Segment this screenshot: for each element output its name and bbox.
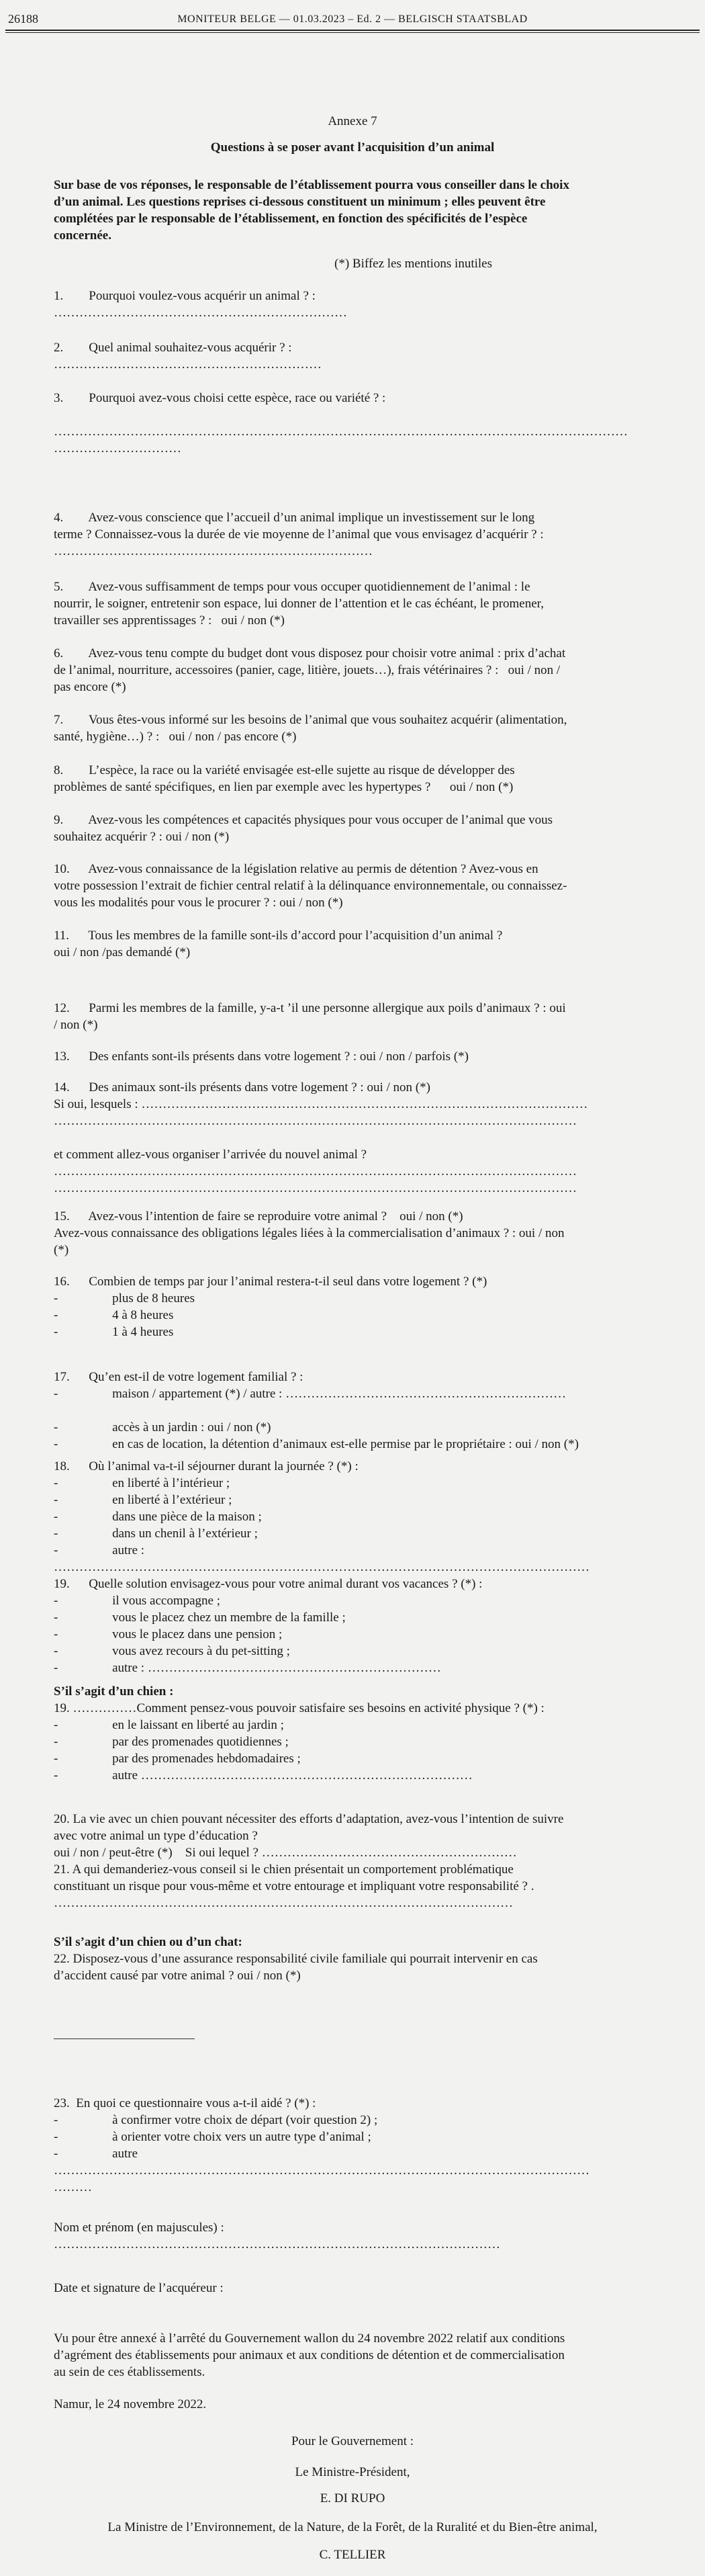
question-17: 17. Qu’en est-il de votre logement familial ? : - maison / appartement (*) / autre : ………………………………………………………… - accès à un jardin : oui / non (*) - en cas de location, la détention d’animaux est-elle permise par le propriétaire : oui / non (*) — [54, 1370, 579, 1451]
question-18: 18. Où l’animal va-t-il séjourner durant la journée ? (*) : - en liberté à l’intérieur ; - en liberté à l’extérieur ; - dans une pièce de la maison ; - dans un chenil à l’extérieur ; - autre : ……………………………………………………………………………………………………………… — [54, 1459, 590, 1574]
question-11: 11. Tous les membres de la famille sont-ils d’accord pour l’acquisition d’un animal ? oui / non /pas demandé (*) — [54, 929, 503, 959]
questions-20-21: 20. La vie avec un chien pouvant nécessiter des efforts d’adaptation, avez-vous l’intention de suivre avec votre animal un type d’éducation ? oui / non / peut-être (*) Si oui lequel ? …………………………………………………… 21. A qui demanderiez-vous conseil si le chien présentait un comportement problématique constituant un risque pour vous-même et votre entourage et impliquant votre responsabilité ? . ……………………………………………………………………………………………… — [54, 1812, 564, 1910]
dog-cat-section-body: 22. Disposez-vous d’une assurance responsabilité civile familiale qui pourrait intervenir en cas d’accident causé par votre animal ? oui / non (*) — [54, 1952, 538, 1983]
minister-president-name: E. DI RUPO — [320, 2491, 385, 2505]
dog-section-heading: S’il s’agit d’un chien : — [54, 1684, 174, 1699]
question-9: 9. Avez-vous les compétences et capacités physiques pour vous occuper de l’animal que vous souhaitez acquérir ? : oui / non (*) — [54, 813, 553, 844]
strike-note: (*) Biffez les mentions inutiles — [334, 257, 492, 271]
minister-name: C. TELLIER — [319, 2548, 386, 2562]
question-8: 8. L’espèce, la race ou la variété envisagée est-elle sujette au risque de développer des problèmes de santé spécifiques, en lien par exemple avec les hypertypes ? oui / non (*) — [54, 763, 515, 794]
header-rule — [5, 32, 700, 33]
question-16: 16. Combien de temps par jour l’animal restera-t-il seul dans votre logement ? (*) - plus de 8 heures - 4 à 8 heures - 1 à 4 heures — [54, 1275, 487, 1339]
question-23: 23. En quoi ce questionnaire vous a-t-il aidé ? (*) : - à confirmer votre choix de départ (voir question 2) ; - à orienter votre choix vers un autre type d’animal ; - autre ……………………………………………………………………………………………………………… ……… — [54, 2096, 590, 2194]
date-signature-field: Date et signature de l’acquéreur : — [54, 2281, 224, 2295]
question-3: 3. Pourquoi avez-vous choisi cette espèce, race ou variété ? : ……………………………………………………………………………………………………………………… ………………………… — [54, 391, 628, 456]
for-government: Pour le Gouvernement : — [291, 2434, 414, 2448]
annex-closing-note: Vu pour être annexé à l’arrêté du Gouvernement wallon du 24 novembre 2022 relatif aux conditions d’agrément des établissements pour animaux et aux conditions de détention et de commercialisation au sein de ces établissements. — [54, 2331, 565, 2379]
question-1: 1. Pourquoi voulez-vous acquérir un animal ? : …………………………………………………………… — [54, 289, 347, 320]
dog-cat-section-heading: S’il s’agit d’un chien ou d’un chat: — [54, 1935, 242, 1949]
page-header — [5, 12, 700, 31]
question-7: 7. Vous êtes-vous informé sur les besoins de l’animal que vous souhaitez acquérir (alimentation, santé, hygiène…) ? : oui / non / pas encore (*) — [54, 713, 567, 744]
question-4: 4. Avez-vous conscience que l’accueil d’un animal implique un investissement sur le long terme ? Connaissez-vous la durée de vie moyenne de l’animal que vous envisagez d’acquérir ? : ………………………………………………………………… — [54, 511, 544, 558]
question-13: 13. Des enfants sont-ils présents dans votre logement ? : oui / non / parfois (*) — [54, 1049, 469, 1064]
page-number: 26188 — [8, 12, 38, 26]
annex-intro: Sur base de vos réponses, le responsable de l’établissement pourra vous conseiller dans le choix d’un animal. Les questions reprises ci-dessous constituent un minimum ; elles peuvent être complétées par le responsable de l’établissement, en fonction des spécificités de l’espèce concernée. — [54, 178, 569, 243]
minister-title: La Ministre de l’Environnement, de la Nature, de la Forêt, de la Ruralité et du Bien-être animal, — [107, 2520, 598, 2534]
minister-president-title: Le Ministre-Président, — [295, 2465, 410, 2479]
question-14: 14. Des animaux sont-ils présents dans votre logement ? : oui / non (*) Si oui, lesquels : …………………………………………………………………………………………… …………………………………………………………………………………………………………… et comment allez-vous organiser l’arrivée du nouvel animal ? …………………………………………………………………………………………………………… …………………………………………………………………………………………………………… — [54, 1080, 588, 1195]
question-19: 19. Quelle solution envisagez-vous pour votre animal durant vos vacances ? (*) : - il vous accompagne ; - vous le placez chez un membre de la famille ; - vous le placez dans une pension ; - vous avez recours à du pet-sitting ; - autre : …………………………………………………………… — [54, 1577, 483, 1675]
annex-title: Questions à se poser avant l’acquisition d’un animal — [210, 140, 495, 155]
question-6: 6. Avez-vous tenu compte du budget dont vous disposez pour choisir votre animal : prix d’achat de l’animal, nourriture, accessoires (panier, cage, litière, jouets…), frais vétérinaires ? : oui / non / pas encore (*) — [54, 646, 566, 694]
question-10: 10. Avez-vous connaissance de la législation relative au permis de détention ? Avez-vous en votre possession l’extrait de fichier central relatif à la délinquance environnementale, ou connaissez- vous les modalités pour vous le procurer ? : oui / non (*) — [54, 862, 567, 910]
dog-section-body: 19. ……………Comment pensez-vous pouvoir satisfaire ses besoins en activité physique ? (*) : - en le laissant en liberté au jardin ; - par des promenades quotidiennes ; - par des promenades hebdomadaires ; - autre …………………………………………………………………… — [54, 1701, 545, 1783]
question-2: 2. Quel animal souhaitez-vous acquérir ? : ……………………………………………………… — [54, 341, 322, 372]
name-field: Nom et prénom (en majuscules) : …………………………………………………………………………………………… — [54, 2221, 500, 2251]
place-date: Namur, le 24 novembre 2022. — [54, 2397, 207, 2411]
running-title: MONITEUR BELGE — 01.03.2023 – Ed. 2 — BELGISCH STAATSBLAD — [177, 13, 528, 25]
question-12: 12. Parmi les membres de la famille, y-a-t ’il une personne allergique aux poils d’animaux ? : oui / non (*) — [54, 1001, 566, 1032]
annex-number: Annexe 7 — [328, 114, 377, 128]
question-5: 5. Avez-vous suffisamment de temps pour vous occuper quotidiennement de l’animal : le nourrir, le soigner, entretenir son espace, lui donner de l’attention et le cas échéant, le promener, travailler ses apprentissages ? : oui / non (*) — [54, 580, 544, 628]
separator-line — [54, 2038, 195, 2039]
question-15: 15. Avez-vous l’intention de faire se reproduire votre animal ? oui / non (*) Avez-vous connaissance des obligations légales liées à la commercialisation d’animaux ? : oui / non (*) — [54, 1209, 565, 1257]
